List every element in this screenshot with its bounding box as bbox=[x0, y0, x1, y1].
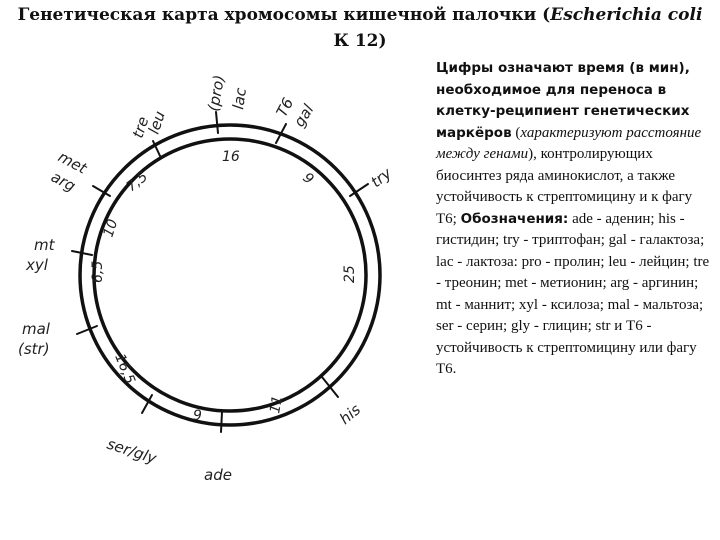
marker-met: met bbox=[55, 147, 90, 178]
marker-pro: (pro) bbox=[204, 73, 229, 113]
legend-text: ade - аденин; his - гистидин; try - триптофан; gal - галактоза; lac - лактоза: pro - пролин; leu - лейцин; tre - треонин; met - метионин; arg - аргинин; mt - маннит; xyl - ксилоза; mal - мальтоза; ser - серин; gly - глицин; str и Т6 - устойчивость к стрептомицину или фагу Т6. bbox=[436, 210, 710, 377]
description-italic-note: характеризуют расстояние между генами bbox=[436, 124, 702, 162]
tick-ade bbox=[221, 412, 222, 432]
interval-6-5: 6,5 bbox=[90, 260, 106, 283]
marker-sergly: ser/gly bbox=[104, 434, 159, 468]
marker-leu: leu bbox=[144, 108, 169, 137]
interval-16-5: 16,5 bbox=[111, 351, 138, 387]
description-intro: Цифры означают время (в мин), необходимое для переноса в клетку-реципиент генетических маркёров bbox=[436, 60, 690, 141]
marker-str: (str) bbox=[18, 340, 50, 358]
interval-9a: 9 bbox=[299, 169, 317, 188]
title-species: Escherichia coli bbox=[550, 5, 703, 25]
title-line2: К 12) bbox=[333, 31, 387, 51]
title-line1: Генетическая карта хромосомы кишечной палочки ( bbox=[17, 5, 551, 25]
interval-25: 25 bbox=[342, 265, 358, 283]
description-body: контролирующих биосинтез ряда аминокислот, а также устойчивость к стрептомицину и к фагу Т6; bbox=[436, 146, 693, 227]
marker-xyl: xyl bbox=[26, 256, 48, 274]
tick-mal bbox=[77, 326, 97, 334]
chromosome-map bbox=[0, 40, 430, 540]
marker-tre: tre bbox=[128, 114, 153, 141]
description-text bbox=[436, 58, 714, 381]
marker-lac: lac bbox=[229, 86, 250, 111]
marker-T6: T6 bbox=[272, 94, 298, 120]
interval-16: 16 bbox=[222, 149, 240, 165]
marker-try: try bbox=[367, 164, 395, 192]
tick-pro bbox=[216, 112, 218, 133]
marker-gal: gal bbox=[290, 101, 318, 131]
interval-7-5: 7,5 bbox=[123, 168, 152, 196]
legend-heading: Обозначения: bbox=[460, 210, 569, 227]
interval-10: 10 bbox=[100, 217, 122, 240]
marker-mt: mt bbox=[34, 236, 55, 254]
marker-ade: ade bbox=[204, 466, 232, 484]
marker-his: his bbox=[336, 400, 365, 429]
paren-close: ), bbox=[528, 146, 537, 162]
marker-mal: mal bbox=[22, 320, 50, 338]
interval-9b: 9 bbox=[193, 408, 202, 424]
marker-arg: arg bbox=[48, 167, 79, 196]
paren-open: ( bbox=[515, 124, 521, 141]
interval-11: 11 bbox=[267, 394, 287, 415]
